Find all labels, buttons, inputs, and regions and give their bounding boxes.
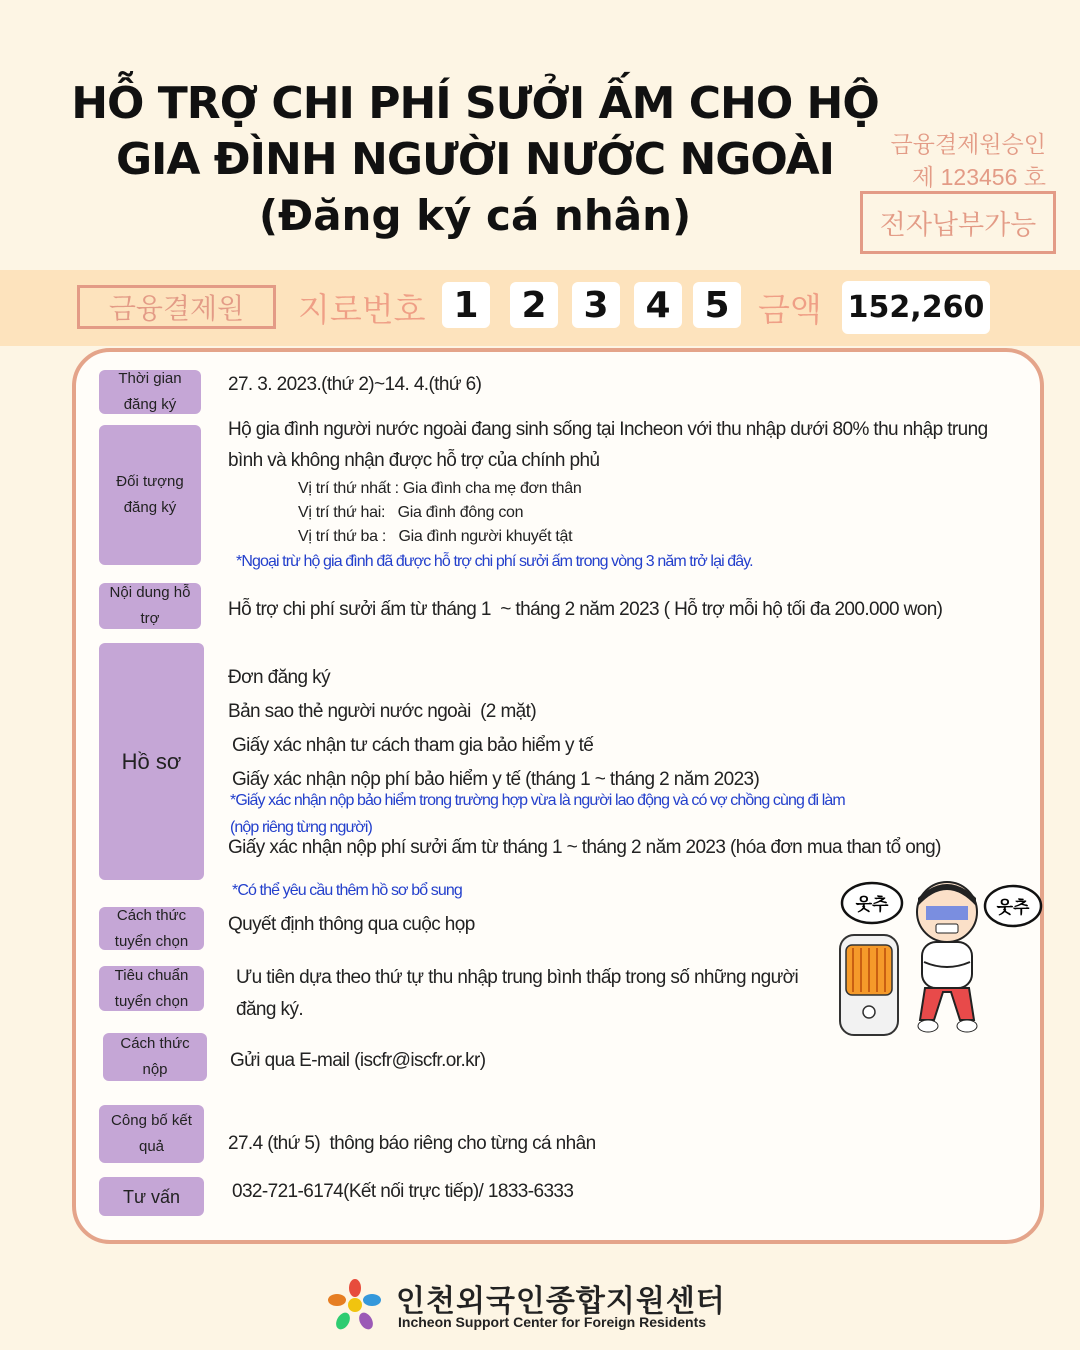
label-result: Công bố kết quả [99,1105,204,1163]
heater-icon [840,935,898,1035]
result-value: 27.4 (thứ 5) thông báo riêng cho từng cá nhân [228,1133,596,1154]
label-selection-method: Cách thức tuyển chọn [99,907,204,950]
giro-digit: 1 [442,282,490,328]
target-line-2: bình và không nhận được hỗ trợ của chính phủ [228,450,600,471]
label-consult: Tư vấn [99,1177,204,1216]
criteria-line-2: đăng ký. [236,999,304,1020]
approval-line-1: 금융결제원승인 [890,131,1046,157]
document-note-1: *Giấy xác nhận nộp bảo hiểm trong trường hợp vừa là người lao động và có vợ chồng cùng đi làm [230,792,845,809]
label-content: Nội dung hỗ trợ [99,583,201,629]
electronic-payment-box: 전자납부가능 [860,191,1056,254]
criteria-line-1: Ưu tiên dựa theo thứ tự thu nhập trung bình thấp trong số những người [236,967,799,988]
label-selection-criteria: Tiêu chuẩn tuyển chọn [99,966,204,1011]
approval-line-2: 제 123456 호 [912,164,1046,190]
flower-logo-icon [326,1278,384,1332]
title-line-3: (Đăng ký cá nhân) [258,191,692,240]
giro-digit: 2 [510,282,558,328]
giro-org-box: 금융결제원 [77,285,276,329]
label-documents: Hồ sơ [99,643,204,880]
title-line-1: HỖ TRỢ CHI PHÍ SƯỞI ẤM CHO HỘ [71,78,879,129]
label-target: Đối tượng đăng ký [99,425,201,565]
svg-text:웃추: 웃추 [996,898,1030,918]
organization-name-korean: 인천외국인종합지원센터 [396,1285,726,1318]
cold-person-illustration [830,870,1045,1045]
speech-bubble-right [985,886,1041,926]
document-4: Giấy xác nhận nộp phí bảo hiểm y tế (tháng 1 ~ tháng 2 năm 2023) [232,769,760,790]
priority-1: Vị trí thứ nhất : Gia đình cha mẹ đơn thân [298,480,582,497]
priority-3: Vị trí thứ ba : Gia đình người khuyết tật [298,528,573,545]
label-period: Thời gian đăng ký [99,370,201,414]
giro-digit: 4 [634,282,682,328]
amount-value: 152,260 [842,281,990,334]
consult-value: 032-721-6174(Kết nối trực tiếp)/ 1833-6333 [232,1181,574,1202]
organization-name-english: Incheon Support Center for Foreign Residents [398,1314,707,1330]
submission-value: Gửi qua E-mail (iscfr@iscfr.or.kr) [230,1050,486,1071]
giro-digit: 3 [572,282,620,328]
title-line-2: GIA ĐÌNH NGƯỜI NƯỚC NGOÀI [115,134,835,185]
document-5: Giấy xác nhận nộp phí sưởi ấm từ tháng 1 ~ tháng 2 năm 2023 (hóa đơn mua than tổ ong) [228,837,941,858]
target-note: *Ngoại trừ hộ gia đình đã được hỗ trợ chi phí sưởi ấm trong vòng 3 năm trở lại đây. [236,553,753,570]
document-1: Đơn đăng ký [228,667,330,688]
priority-2: Vị trí thứ hai: Gia đình đông con [298,504,524,521]
document-3: Giấy xác nhận tư cách tham gia bảo hiểm y tế [232,735,594,756]
amount-label: 금액 [758,291,822,328]
giro-number-label: 지로번호 [298,291,426,328]
organization-logo [326,1276,746,1336]
giro-digit: 5 [693,282,741,328]
period-value: 27. 3. 2023.(thứ 2)~14. 4.(thứ 6) [228,374,482,395]
poster-title [60,76,890,244]
svg-text:웃추: 웃추 [855,895,889,915]
document-2: Bản sao thẻ người nước ngoài (2 mặt) [228,701,537,722]
speech-bubble-left [842,883,902,923]
shivering-person-icon [917,882,977,1032]
document-note-2: (nộp riêng từng người) [230,819,372,836]
label-submission: Cách thức nộp [103,1033,207,1081]
selection-method-value: Quyết định thông qua cuộc họp [228,914,475,935]
approval-info [880,128,1046,194]
document-note-3: *Có thể yêu cầu thêm hồ sơ bổ sung [232,882,462,899]
content-value: Hỗ trợ chi phí sưởi ấm từ tháng 1 ~ tháng 2 năm 2023 ( Hỗ trợ mỗi hộ tối đa 200.000 won) [228,599,943,620]
target-line-1: Hộ gia đình người nước ngoài đang sinh sống tại Incheon với thu nhập dưới 80% thu nhập trung [228,419,988,440]
